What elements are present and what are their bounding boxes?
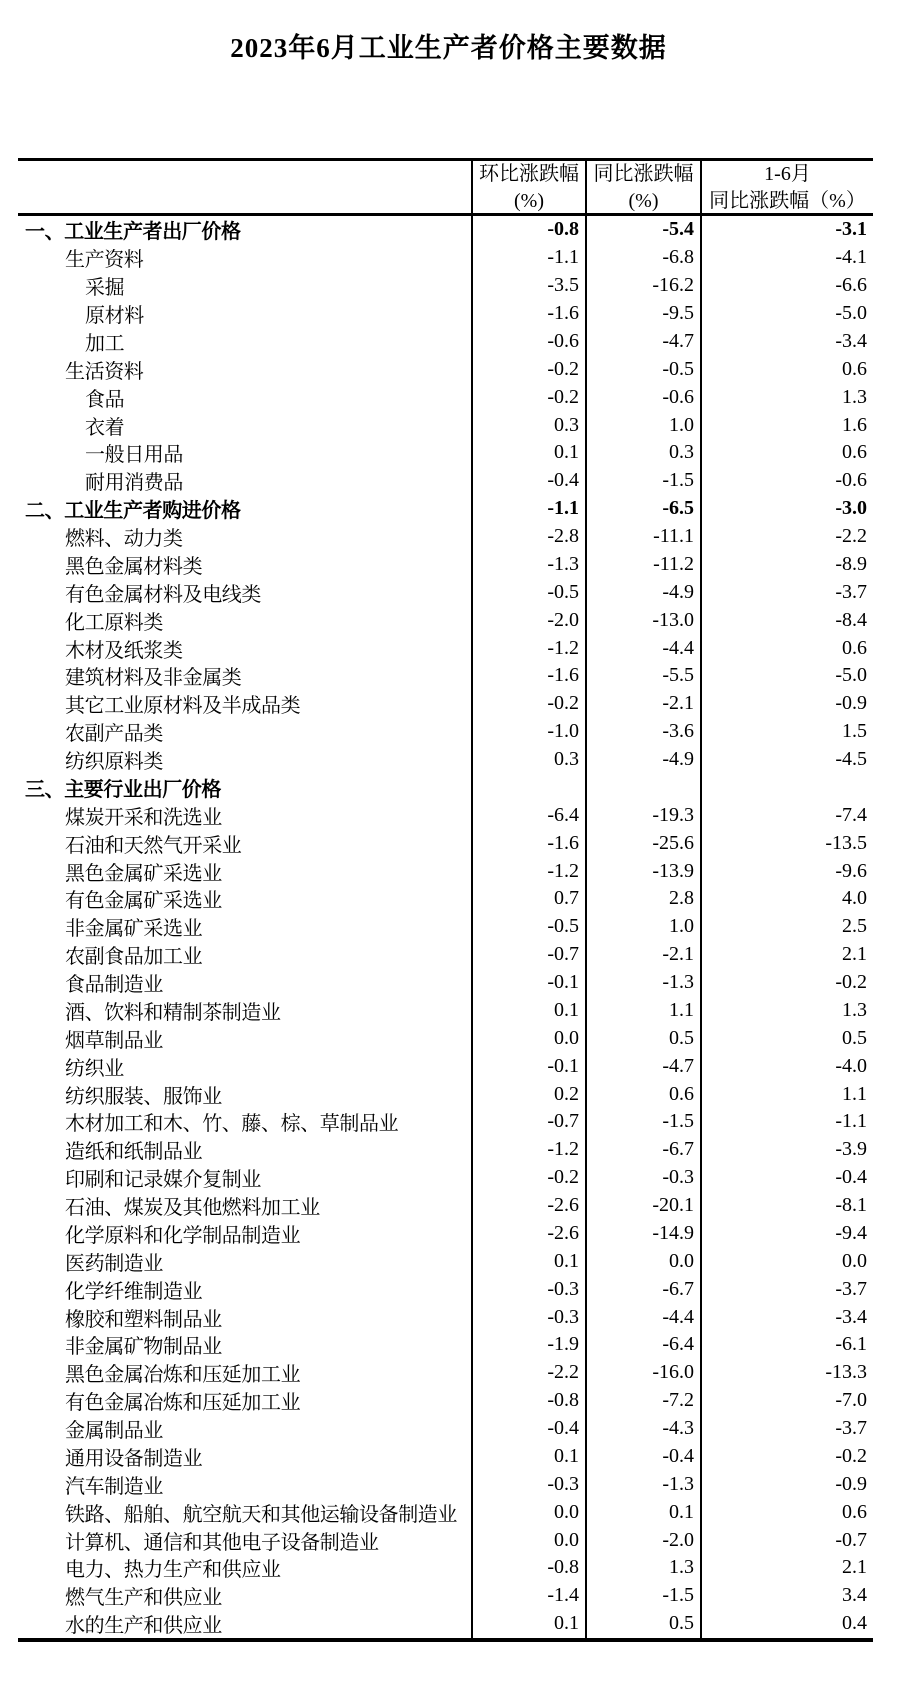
yoy-value: -5.5: [587, 662, 702, 690]
ytd-value: -3.1: [835, 218, 867, 241]
yoy-value: 0.6: [587, 1080, 702, 1108]
row-label: 一、工业生产者出厂价格: [18, 216, 473, 244]
table-row: [18, 1610, 873, 1638]
yoy-value: -13.9: [587, 857, 702, 885]
row-label: 耐用消费品: [18, 467, 473, 495]
table-row: [18, 690, 873, 718]
mom-value: -1.1: [473, 244, 587, 272]
yoy-value: -20.1: [587, 1192, 702, 1220]
yoy-value: -6.7: [587, 1136, 702, 1164]
yoy-value: -4.4: [587, 1303, 702, 1331]
row-label: 造纸和纸制品业: [18, 1136, 473, 1164]
yoy-value: 0.3: [587, 439, 702, 467]
yoy-value: -16.2: [587, 272, 702, 300]
yoy-value: 0.5: [587, 1610, 702, 1638]
row-label: 石油、煤炭及其他燃料加工业: [18, 1192, 473, 1220]
header-ytd-title: 1-6月: [764, 163, 811, 185]
row-label: 纺织服装、服饰业: [18, 1080, 473, 1108]
mom-value: -0.8: [473, 1387, 587, 1415]
mom-value: -0.1: [473, 969, 587, 997]
table-row: [18, 1415, 873, 1443]
yoy-value: -1.3: [587, 1470, 702, 1498]
table-row: [18, 801, 873, 829]
mom-value: -0.2: [473, 355, 587, 383]
row-label: 纺织业: [18, 1052, 473, 1080]
table-row: [18, 300, 873, 328]
table-row: [18, 969, 873, 997]
mom-value: -1.2: [473, 857, 587, 885]
mom-value: -1.0: [473, 718, 587, 746]
table-row: [18, 1359, 873, 1387]
yoy-value: -14.9: [587, 1220, 702, 1248]
mom-value: -1.3: [473, 551, 587, 579]
table-row: [18, 495, 873, 523]
ytd-value: 0.6: [842, 636, 867, 659]
mom-value: -0.1: [473, 1052, 587, 1080]
mom-value: -2.0: [473, 606, 587, 634]
row-label: 食品: [18, 383, 473, 411]
yoy-value: -11.1: [587, 523, 702, 551]
ytd-value: -8.4: [835, 608, 867, 631]
yoy-value: 2.8: [587, 885, 702, 913]
ytd-value: -2.2: [835, 525, 867, 548]
table-row: [18, 1526, 873, 1554]
yoy-value: -1.5: [587, 1582, 702, 1610]
table-row: [18, 1554, 873, 1582]
row-label: 采掘: [18, 272, 473, 300]
ytd-value: 1.3: [842, 385, 867, 408]
table-row: [18, 1331, 873, 1359]
table-row: [18, 328, 873, 356]
mom-value: -6.4: [473, 801, 587, 829]
mom-value: 0.0: [473, 1024, 587, 1052]
table-row: [18, 718, 873, 746]
mom-value: 0.1: [473, 1610, 587, 1638]
ytd-value: 2.5: [842, 915, 867, 938]
mom-value: -0.7: [473, 1108, 587, 1136]
yoy-value: 1.0: [587, 411, 702, 439]
row-label: 计算机、通信和其他电子设备制造业: [18, 1526, 473, 1554]
mom-value: -1.6: [473, 662, 587, 690]
yoy-value: -3.6: [587, 718, 702, 746]
row-label: 汽车制造业: [18, 1470, 473, 1498]
table-row: [18, 1164, 873, 1192]
mom-value: -2.2: [473, 1359, 587, 1387]
mom-value: -0.2: [473, 1164, 587, 1192]
row-label: 化工原料类: [18, 606, 473, 634]
header-mom-unit: (%): [514, 190, 544, 212]
ppi-table: [18, 158, 873, 1642]
ytd-value: -3.0: [835, 497, 867, 520]
row-label: 橡胶和塑料制品业: [18, 1303, 473, 1331]
table-row: [18, 244, 873, 272]
ytd-value: -13.5: [825, 831, 867, 854]
mom-value: -0.3: [473, 1303, 587, 1331]
row-label: 有色金属材料及电线类: [18, 578, 473, 606]
ytd-value: -9.4: [835, 1221, 867, 1244]
mom-value: -1.9: [473, 1331, 587, 1359]
yoy-value: -0.3: [587, 1164, 702, 1192]
table-row: [18, 662, 873, 690]
table-row: [18, 355, 873, 383]
ytd-value: -7.0: [835, 1389, 867, 1412]
mom-value: 0.0: [473, 1526, 587, 1554]
ytd-value: -3.4: [835, 329, 867, 352]
header-yoy-cell: [587, 161, 702, 215]
header-ytd-unit: 同比涨跌幅（%）: [709, 190, 866, 212]
table-row: [18, 1136, 873, 1164]
yoy-value: -4.3: [587, 1415, 702, 1443]
yoy-value: -4.7: [587, 328, 702, 356]
row-label: 金属制品业: [18, 1415, 473, 1443]
ytd-value: -4.0: [835, 1054, 867, 1077]
yoy-value: -9.5: [587, 300, 702, 328]
ytd-value: -0.2: [835, 1444, 867, 1467]
ytd-value: -0.2: [835, 971, 867, 994]
mom-value: 0.3: [473, 411, 587, 439]
table-row: [18, 523, 873, 551]
table-row: [18, 272, 873, 300]
yoy-value: -19.3: [587, 801, 702, 829]
row-label: 二、工业生产者购进价格: [18, 495, 473, 523]
row-label: 酒、饮料和精制茶制造业: [18, 997, 473, 1025]
yoy-value: -7.2: [587, 1387, 702, 1415]
mom-value: -2.6: [473, 1192, 587, 1220]
row-label: 食品制造业: [18, 969, 473, 997]
ytd-value: 1.6: [842, 413, 867, 436]
table-row: [18, 774, 873, 802]
yoy-value: -25.6: [587, 829, 702, 857]
yoy-value: 0.1: [587, 1498, 702, 1526]
row-label: 电力、热力生产和供应业: [18, 1554, 473, 1582]
yoy-value: -6.4: [587, 1331, 702, 1359]
row-label: 木材及纸浆类: [18, 634, 473, 662]
yoy-value: -6.7: [587, 1275, 702, 1303]
yoy-value: -16.0: [587, 1359, 702, 1387]
row-label: 农副产品类: [18, 718, 473, 746]
yoy-value: -0.6: [587, 383, 702, 411]
ytd-value: 3.4: [842, 1584, 867, 1607]
table-row: [18, 829, 873, 857]
table-row: [18, 1024, 873, 1052]
ytd-value: -7.4: [835, 803, 867, 826]
row-label: 铁路、船舶、航空航天和其他运输设备制造业: [18, 1498, 473, 1526]
yoy-value: -13.0: [587, 606, 702, 634]
ytd-value: -9.6: [835, 859, 867, 882]
table-row: [18, 1108, 873, 1136]
ytd-value: -4.1: [835, 246, 867, 269]
mom-value: -0.5: [473, 578, 587, 606]
row-label: 其它工业原材料及半成品类: [18, 690, 473, 718]
table-row: [18, 941, 873, 969]
ytd-value: -4.5: [835, 748, 867, 771]
row-label: 煤炭开采和洗选业: [18, 801, 473, 829]
table-row: [18, 1220, 873, 1248]
table-row: [18, 383, 873, 411]
ytd-value: -8.1: [835, 1194, 867, 1217]
row-label: 医药制造业: [18, 1247, 473, 1275]
ytd-value: -0.6: [835, 469, 867, 492]
yoy-value: -1.5: [587, 1108, 702, 1136]
row-label: 烟草制品业: [18, 1024, 473, 1052]
yoy-value: 1.1: [587, 997, 702, 1025]
ytd-value: 0.6: [842, 357, 867, 380]
table-row: [18, 1080, 873, 1108]
mom-value: 0.1: [473, 1247, 587, 1275]
mom-value: -0.4: [473, 1415, 587, 1443]
table-row: [18, 913, 873, 941]
mom-value: -1.1: [473, 495, 587, 523]
row-label: 化学纤维制造业: [18, 1275, 473, 1303]
ytd-value: 1.3: [842, 998, 867, 1021]
yoy-value: -0.5: [587, 355, 702, 383]
mom-value: -0.7: [473, 941, 587, 969]
ytd-value: -5.0: [835, 664, 867, 687]
mom-value: 0.7: [473, 885, 587, 913]
row-label: 生活资料: [18, 355, 473, 383]
yoy-value: -2.1: [587, 690, 702, 718]
ytd-value: 0.4: [842, 1612, 867, 1635]
ytd-value: 2.1: [842, 1556, 867, 1579]
ytd-value: -0.9: [835, 1472, 867, 1495]
ytd-value: -3.7: [835, 1417, 867, 1440]
table-row: [18, 1247, 873, 1275]
table-row: [18, 746, 873, 774]
table-row: [18, 1052, 873, 1080]
ytd-value: -3.7: [835, 580, 867, 603]
table-body: [18, 216, 873, 1642]
row-label: 非金属矿采选业: [18, 913, 473, 941]
mom-value: -0.2: [473, 383, 587, 411]
mom-value: 0.3: [473, 746, 587, 774]
yoy-value: -6.8: [587, 244, 702, 272]
header-yoy-title: 同比涨跌幅: [593, 163, 694, 185]
ytd-value: 0.0: [842, 1249, 867, 1272]
yoy-value: 1.3: [587, 1554, 702, 1582]
row-label: 建筑材料及非金属类: [18, 662, 473, 690]
yoy-value: 0.5: [587, 1024, 702, 1052]
ytd-value: -1.1: [835, 1110, 867, 1133]
table-row: [18, 997, 873, 1025]
table-row: [18, 1275, 873, 1303]
ytd-value: -0.7: [835, 1528, 867, 1551]
row-label: 生产资料: [18, 244, 473, 272]
row-label: 木材加工和木、竹、藤、棕、草制品业: [18, 1108, 473, 1136]
mom-value: 0.1: [473, 997, 587, 1025]
table-row: [18, 1582, 873, 1610]
header-mom-title: 环比涨跌幅: [479, 163, 579, 185]
table-row: [18, 1303, 873, 1331]
mom-value: 0.1: [473, 439, 587, 467]
ytd-value: [702, 774, 873, 802]
ytd-value: -3.7: [835, 1277, 867, 1300]
row-label: 衣着: [18, 411, 473, 439]
yoy-value: -4.9: [587, 746, 702, 774]
table-row: [18, 857, 873, 885]
mom-value: -1.6: [473, 300, 587, 328]
table-row: [18, 467, 873, 495]
mom-value: -2.8: [473, 523, 587, 551]
table-row: [18, 411, 873, 439]
yoy-value: -4.9: [587, 578, 702, 606]
header-label-cell: [18, 161, 473, 215]
row-label: 水的生产和供应业: [18, 1610, 473, 1638]
row-label: 农副食品加工业: [18, 941, 473, 969]
row-label: 石油和天然气开采业: [18, 829, 473, 857]
mom-value: -0.2: [473, 690, 587, 718]
table-row: [18, 578, 873, 606]
ytd-value: 4.0: [842, 887, 867, 910]
yoy-value: -2.0: [587, 1526, 702, 1554]
mom-value: 0.1: [473, 1443, 587, 1471]
mom-value: -1.2: [473, 634, 587, 662]
table-row: [18, 216, 873, 244]
table-row: [18, 551, 873, 579]
table-header-row: [18, 161, 873, 216]
ytd-value: -3.9: [835, 1138, 867, 1161]
mom-value: -0.3: [473, 1470, 587, 1498]
table-row: [18, 606, 873, 634]
row-label: 燃料、动力类: [18, 523, 473, 551]
ytd-value: -6.1: [835, 1333, 867, 1356]
yoy-value: 1.0: [587, 913, 702, 941]
table-row: [18, 1443, 873, 1471]
ytd-value: -3.4: [835, 1305, 867, 1328]
ytd-value: 2.1: [842, 943, 867, 966]
ytd-value: 0.6: [842, 1500, 867, 1523]
row-label: 通用设备制造业: [18, 1443, 473, 1471]
table-row: [18, 1498, 873, 1526]
mom-value: [473, 774, 587, 802]
mom-value: -0.6: [473, 328, 587, 356]
ytd-value: -0.4: [835, 1166, 867, 1189]
ytd-value: 0.6: [842, 441, 867, 464]
mom-value: -3.5: [473, 272, 587, 300]
ytd-value: 0.5: [842, 1026, 867, 1049]
row-label: 黑色金属矿采选业: [18, 857, 473, 885]
table-row: [18, 439, 873, 467]
yoy-value: -5.4: [587, 216, 702, 244]
mom-value: -0.5: [473, 913, 587, 941]
header-ytd-cell: [702, 161, 873, 215]
row-label: 一般日用品: [18, 439, 473, 467]
table-row: [18, 634, 873, 662]
table-row: [18, 1470, 873, 1498]
mom-value: -1.4: [473, 1582, 587, 1610]
row-label: 有色金属冶炼和压延加工业: [18, 1387, 473, 1415]
row-label: 黑色金属冶炼和压延加工业: [18, 1359, 473, 1387]
row-label: 纺织原料类: [18, 746, 473, 774]
row-label: 有色金属矿采选业: [18, 885, 473, 913]
header-mom-cell: [473, 161, 587, 215]
yoy-value: -1.3: [587, 969, 702, 997]
mom-value: 0.0: [473, 1498, 587, 1526]
row-label: 燃气生产和供应业: [18, 1582, 473, 1610]
ytd-value: -0.9: [835, 692, 867, 715]
table-row: [18, 1387, 873, 1415]
mom-value: -0.4: [473, 467, 587, 495]
mom-value: -1.6: [473, 829, 587, 857]
row-label: 原材料: [18, 300, 473, 328]
ytd-value: -13.3: [825, 1361, 867, 1384]
row-label: 三、主要行业出厂价格: [18, 774, 473, 802]
ytd-value: -5.0: [835, 302, 867, 325]
yoy-value: 0.0: [587, 1247, 702, 1275]
mom-value: -0.8: [473, 1554, 587, 1582]
row-label: 印刷和记录媒介复制业: [18, 1164, 473, 1192]
yoy-value: -0.4: [587, 1443, 702, 1471]
table-row: [18, 885, 873, 913]
yoy-value: -1.5: [587, 467, 702, 495]
mom-value: -1.2: [473, 1136, 587, 1164]
ytd-value: -6.6: [835, 274, 867, 297]
yoy-value: [587, 774, 702, 802]
yoy-value: -2.1: [587, 941, 702, 969]
row-label: 非金属矿物制品业: [18, 1331, 473, 1359]
row-label: 加工: [18, 328, 473, 356]
header-yoy-unit: (%): [628, 190, 659, 212]
row-label: 化学原料和化学制品制造业: [18, 1220, 473, 1248]
yoy-value: -6.5: [587, 495, 702, 523]
yoy-value: -4.4: [587, 634, 702, 662]
mom-value: 0.2: [473, 1080, 587, 1108]
yoy-value: -4.7: [587, 1052, 702, 1080]
ytd-value: -8.9: [835, 552, 867, 575]
mom-value: -0.3: [473, 1275, 587, 1303]
mom-value: -0.8: [473, 216, 587, 244]
ytd-value: 1.5: [842, 720, 867, 743]
row-label: 黑色金属材料类: [18, 551, 473, 579]
ytd-value: 1.1: [842, 1082, 867, 1105]
mom-value: -2.6: [473, 1220, 587, 1248]
page-title: 2023年6月工业生产者价格主要数据: [230, 33, 667, 63]
table-row: [18, 1192, 873, 1220]
yoy-value: -11.2: [587, 551, 702, 579]
